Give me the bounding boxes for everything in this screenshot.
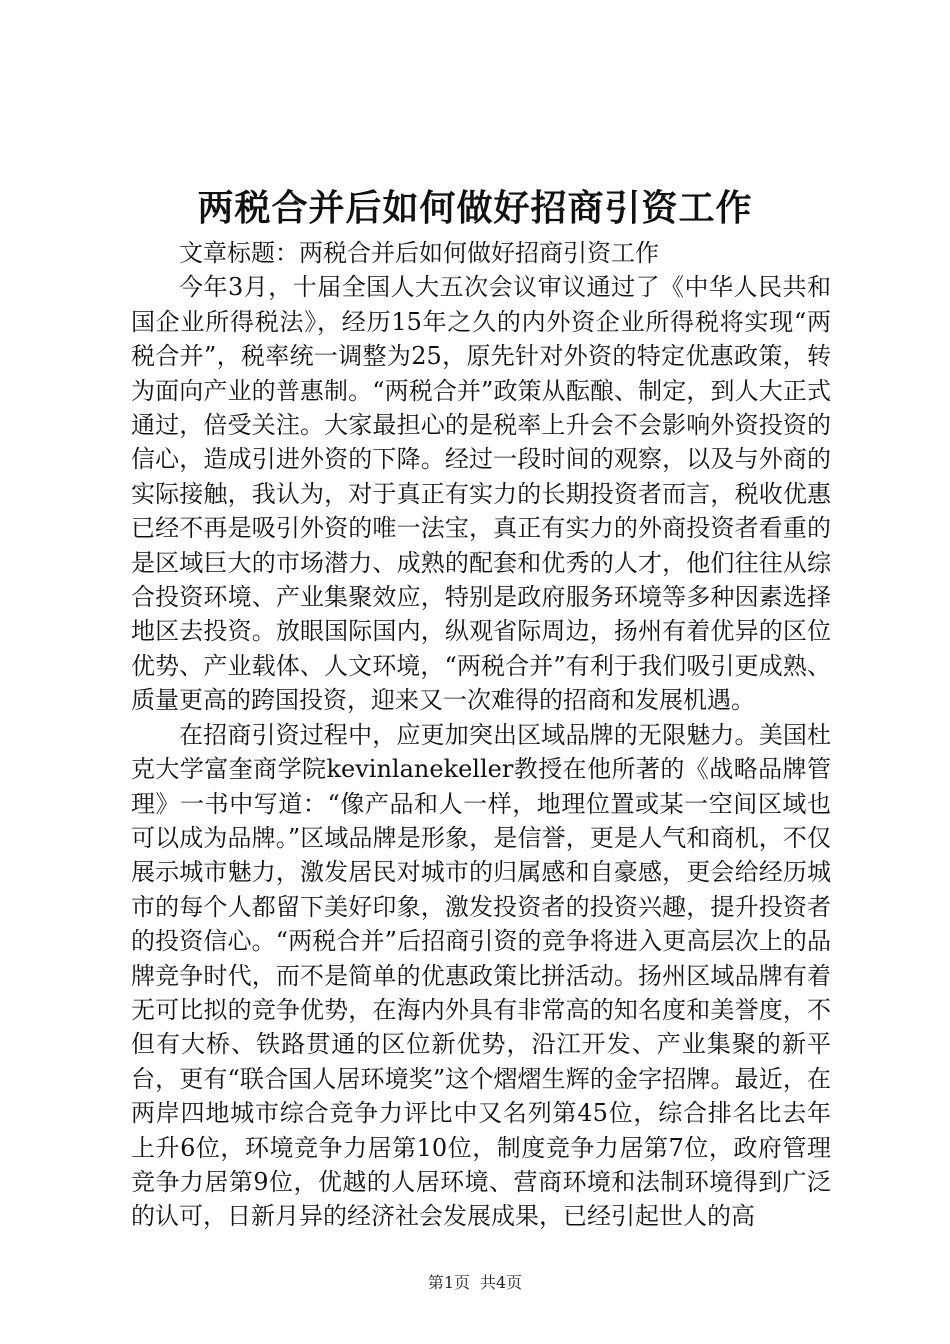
page-number: 第1页 xyxy=(427,1273,470,1292)
document-title: 两税合并后如何做好招商引资工作 xyxy=(197,187,753,229)
page-footer xyxy=(0,1271,950,1295)
page-total: 共4页 xyxy=(480,1273,523,1292)
paragraph-article-title: 文章标题：两税合并后如何做好招商引资工作 xyxy=(179,239,659,267)
paragraph-1: 今年3月，十届全国人大五次会议审议通过了《中华人民共和国企业所得税法》，经历15年之久的内外资企业所得税将实现“两税合并”，税率统一调整为25，原先针对外资的特定优惠政策，转为面向产业的普惠制。“两税合并”政策从酝酿、制定，到人大正式通过，倍受关注。大家最担心的是税率上升会不会影响外资投资的信心，造成引进外资的下降。经过一段时间的观察，以及与外商的实际接触，我认为，对于真正有实力的长期投资者而言，税收优惠已经不再是吸引外资的唯一法宝，真正有实力的外商投资者看重的是区域巨大的市场潜力、成熟的配套和优秀的人才，他们往往从综合投资环境、产业集聚效应，特别是政府服务环境等多种因素选择地区去投资。放眼国际国内，纵观省际周边，扬州有着优异的区位优势、产业载体、人文环境，“两税合并”有利于我们吸引更成熟、质量更高的跨国投资，迎来又一次难得的招商和发展机遇。 xyxy=(131,273,831,715)
document-body xyxy=(131,236,831,1234)
paragraph-2: 在招商引资过程中，应更加突出区域品牌的无限魅力。美国杜克大学富奎商学院kevinlanekeller教授在他所著的《战略品牌管理》一书中写道：“像产品和人一样，地理位置或某一空间区域也可以成为品牌。”区域品牌是形象，是信誉，更是人气和商机，不仅展示城市魅力，激发居民对城市的归属感和自豪感，更会给经历城市的每个人都留下美好印象，激发投资者的投资兴趣，提升投资者的投资信心。“两税合并”后招商引资的竞争将进入更高层次上的品牌竞争时代，而不是简单的优惠政策比拼活动。扬州区域品牌有着无可比拟的竞争优势，在海内外具有非常高的知名度和美誉度，不但有大桥、铁路贯通的区位新优势，沿江开发、产业集聚的新平台，更有“联合国人居环境奖”这个熠熠生辉的金字招牌。最近，在两岸四地城市综合竞争力评比中又名列第45位，综合排名比去年上升6位，环境竞争力居第10位，制度竞争力居第7位，政府管理竞争力居第9位，优越的人居环境、营商环境和法制环境得到广泛的认可，日新月异的经济社会发展成果，已经引起世人的高 xyxy=(131,720,831,1231)
